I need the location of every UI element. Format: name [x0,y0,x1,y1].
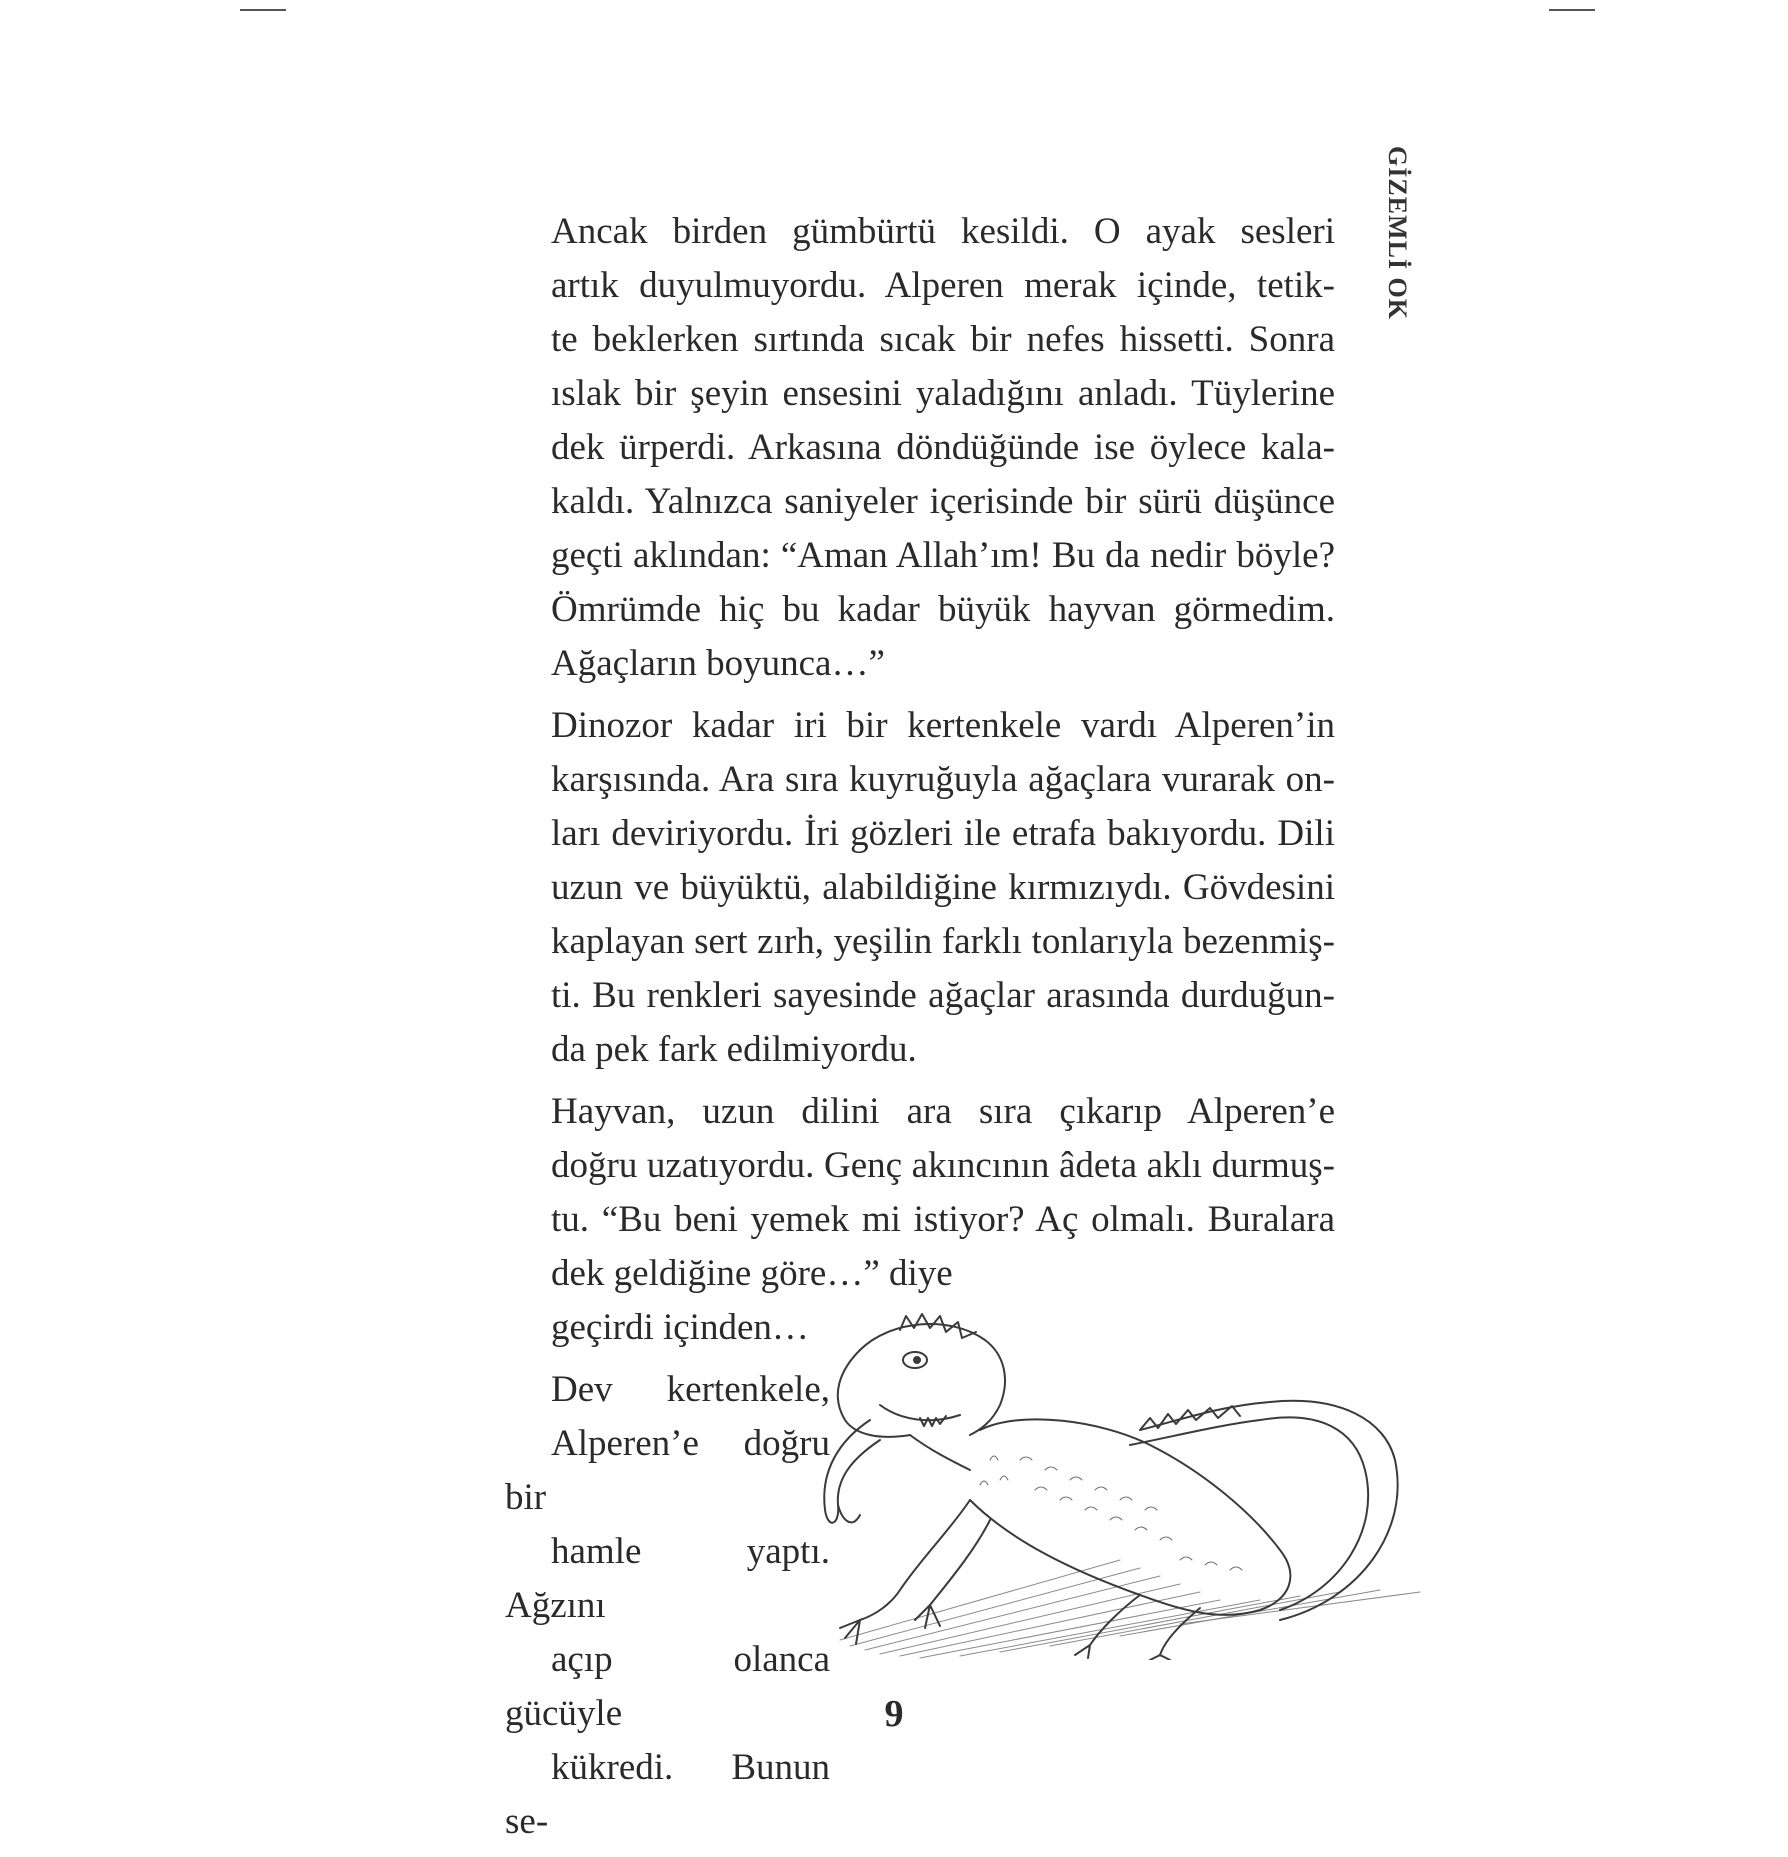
text-line: tu. “Bu beni yemek mi istiyor? Aç olmalı. Buralara [551,1199,1335,1240]
lizard-sketch [824,1314,1420,1660]
text-line: Dev kertenkele, [551,1369,830,1410]
text-line: kaldı. Yalnızca saniyeler içerisinde bir sürü düşünce [551,481,1335,522]
text-line: hamle yaptı. Ağzını [505,1531,830,1626]
text-line: karşısında. Ara sıra kuyruğuyla ağaçlara vurarak on- [551,759,1335,800]
text-line: açıp olanca gücüyle [505,1639,830,1734]
crop-mark-right [1549,9,1595,11]
text-line: kükredi. Bunun se- [505,1747,830,1842]
text-line: kaplayan sert zırh, yeşilin farklı tonlarıyla bezenmiş- [551,921,1335,962]
paragraph-4 [505,1363,830,1849]
text-line: dek ürperdi. Arkasına döndüğünde ise öylece kala- [551,427,1335,468]
page-number: 9 [884,1693,904,1735]
text-line: uzun ve büyüktü, alabildiğine kırmızıydı. Gövdesini [551,867,1335,908]
text-line: te beklerken sırtında sıcak bir nefes hissetti. Sonra [551,319,1335,360]
text-line: Ağaçların boyunca…” [551,643,885,684]
text-line: ıslak bir şeyin ensesini yaladığını anladı. Tüylerine [551,373,1335,414]
paragraph-2 [505,699,1335,1077]
text-line: Dinozor kadar iri bir kertenkele vardı Alperen’in [551,705,1335,746]
text-line: da pek fark edilmiyordu. [551,1029,917,1070]
text-line: doğru uzatıyordu. Genç akıncının âdeta aklı durmuş- [551,1145,1335,1186]
running-head: GİZEMLİ OK [1383,146,1412,320]
paragraph-1 [505,205,1335,691]
crop-mark-left [240,9,286,11]
scale-texture [980,1456,1242,1570]
text-line: Ömrümde hiç bu kadar büyük hayvan görmedim. [551,589,1335,630]
text-line: ti. Bu renkleri sayesinde ağaçlar arasında durduğun- [551,975,1335,1016]
text-line: dek geldiğine göre…” diye [551,1253,953,1294]
text-line: Hayvan, uzun dilini ara sıra çıkarıp Alperen’e [551,1091,1335,1132]
text-line: Alperen’e doğru bir [505,1423,830,1518]
lizard-illustration [820,1310,1460,1660]
text-line: artık duyulmuyordu. Alperen merak içinde, tetik- [551,265,1335,306]
text-line: geçti aklından: “Aman Allah’ım! Bu da nedir böyle? [551,535,1335,576]
text-line: ları deviriyordu. İri gözleri ile etrafa bakıyordu. Dili [551,813,1335,854]
text-line: geçirdi içinden… [551,1307,809,1348]
text-line: Ancak birden gümbürtü kesildi. O ayak sesleri [551,211,1335,252]
